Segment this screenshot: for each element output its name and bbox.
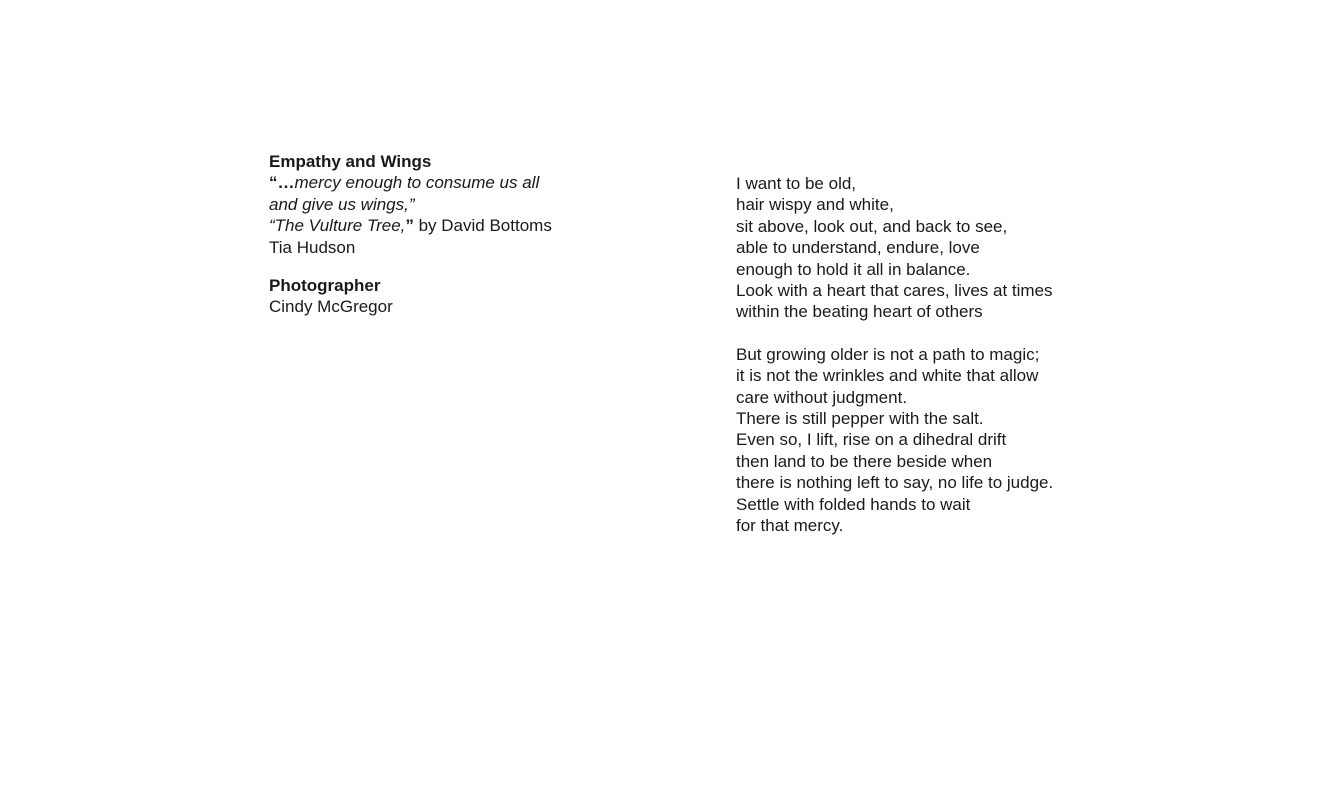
epigraph-close-mark: ”	[405, 216, 414, 236]
poem-line: But growing older is not a path to magic;	[736, 344, 1040, 364]
poem-line: then land to be there beside when	[736, 451, 993, 471]
poem-line: able to understand, endure, love	[736, 238, 980, 258]
poem-line: it is not the wrinkles and white that allow	[736, 366, 1039, 386]
photographer-name: Cindy McGregor	[269, 297, 393, 317]
epigraph-source-title: “The Vulture Tree,	[269, 216, 406, 236]
stanza-1	[736, 173, 1116, 323]
poem-title: Empathy and Wings	[269, 152, 432, 171]
poem-line: within the beating heart of others	[736, 302, 983, 322]
poem-author: Tia Hudson	[269, 237, 356, 257]
epigraph-line-2: and give us wings,”	[269, 194, 415, 214]
poem-line: hair wispy and white,	[736, 195, 894, 215]
epigraph-text-1: mercy enough to consume us all	[294, 173, 540, 193]
poem-line: enough to hold it all in balance.	[736, 259, 971, 279]
poem-header	[269, 151, 609, 318]
poem-line: There is still pepper with the salt.	[736, 409, 984, 429]
poem-line: Settle with folded hands to wait	[736, 494, 971, 514]
poem-line: I want to be old,	[736, 174, 857, 193]
epigraph-source-author: by David Bottoms	[413, 216, 552, 236]
photo-credits	[269, 275, 609, 318]
poem-line: sit above, look out, and back to see,	[736, 216, 1008, 236]
epigraph-line-1	[269, 172, 609, 193]
poem-line: for that mercy.	[736, 516, 844, 536]
poem-line: Even so, I lift, rise on a dihedral drift	[736, 430, 1007, 450]
poem-line: care without judgment.	[736, 387, 908, 407]
credits-label: Photographer	[269, 276, 381, 296]
poem-line: Look with a heart that cares, lives at times	[736, 281, 1053, 301]
stanza-2	[736, 344, 1116, 537]
poem-line: there is nothing left to say, no life to judge.	[736, 473, 1054, 493]
epigraph-open-mark: “…	[269, 173, 295, 193]
epigraph-source	[269, 215, 609, 236]
poem-body	[736, 173, 1116, 537]
